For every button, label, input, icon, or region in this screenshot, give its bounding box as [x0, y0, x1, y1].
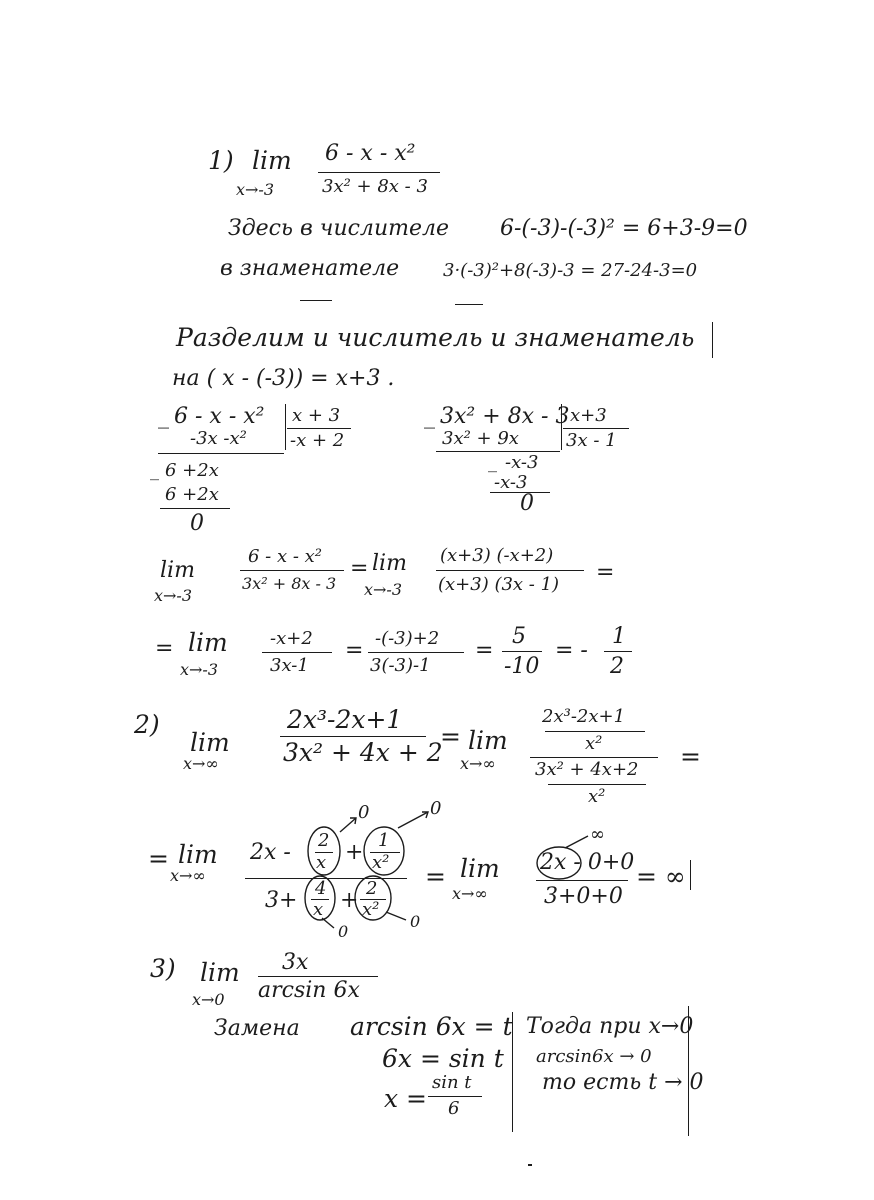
step1-lim-subscript: x→-3 — [154, 586, 193, 605]
numerator-check-calc: 6-(-3)-(-3)² = 6+3-9=0 — [500, 216, 748, 241]
divide-statement-line1: Разделим и числитель и знаменатель — [176, 323, 695, 352]
denominator-check-calc: 3·(-3)²+8(-3)-3 = 27-24-3=0 — [443, 260, 698, 281]
problem-2-inner-denominator: 3x² + 4x+2 — [535, 759, 639, 780]
substitution-eq-3-bar — [428, 1096, 482, 1097]
tends-to-zero-label-3: 0 — [338, 922, 349, 941]
circle-term-2-over-x2 — [355, 876, 391, 920]
problem-2-line2-denominator-start: 3+ — [265, 888, 298, 913]
tends-to-zero-label-2: 0 — [430, 798, 442, 819]
problem-2-line2-lim-subscript: x→∞ — [170, 866, 206, 885]
problem-2-term-1-over-x2-den: x² — [372, 852, 390, 873]
division-a-dividend: 6 - x - x² — [174, 404, 265, 429]
substitution-eq-2: 6x = sin t — [382, 1044, 504, 1073]
division-a-subtrahend-1: -3x -x² — [190, 428, 247, 449]
problem-2-line2-plus-2: + — [340, 888, 359, 913]
divide-statement-line2: на ( x - (-3)) = x+3 . — [172, 366, 395, 391]
problem-1-number: 1) — [208, 146, 234, 175]
step1-equals: = — [350, 556, 369, 581]
step2-denominator: 3x-1 — [270, 655, 309, 676]
substitution-eq-3-denominator: 6 — [448, 1098, 460, 1119]
step1-factored-denominator: (x+3) (3x - 1) — [438, 574, 560, 595]
step1-factored-numerator: (x+3) (-x+2) — [440, 545, 554, 566]
problem-3-fraction-bar — [258, 976, 378, 977]
problem-2-term-2-over-x-den: x — [316, 852, 327, 873]
circle-term-1-over-x2 — [364, 827, 404, 875]
problem-3-numerator: 3x — [282, 950, 309, 975]
arrow-to-zero-3 — [322, 918, 334, 928]
problem-2-term-4-over-x-num: 4 — [315, 878, 327, 899]
problem-2-result: = ∞ — [636, 862, 686, 891]
circle-term-4-over-x — [305, 876, 335, 920]
problem-2-line2-fraction-bar-2 — [536, 880, 628, 881]
substitution-eq-3-numerator: sin t — [432, 1072, 472, 1093]
problem-1-lim: lim — [252, 146, 292, 175]
arrow-to-infinity — [565, 836, 588, 848]
division-a-divisor: x + 3 — [292, 405, 341, 426]
problem-2-lim-2-subscript: x→∞ — [460, 754, 496, 773]
problem-3-lim: lim — [200, 958, 240, 987]
problem-3-lim-subscript: x→0 — [192, 990, 225, 1009]
tends-to-zero-label-4: 0 — [410, 912, 421, 931]
step2-equals-3: = — [475, 638, 494, 663]
problem-2-equals: = — [440, 722, 461, 751]
problem-2-numerator: 2x³-2x+1 — [287, 705, 403, 734]
problem-2-inner-numerator: 2x³-2x+1 — [542, 706, 626, 727]
step2-result-numerator: 1 — [612, 624, 626, 649]
problem-2-line2-lim: lim — [178, 840, 218, 869]
problem-2-term-1-over-x2-num: 1 — [378, 830, 390, 851]
division-b-minus-1: _ — [424, 404, 435, 429]
ink-dot — [528, 1164, 532, 1166]
substitution-eq-3-lhs: x = — [384, 1084, 427, 1113]
problem-2-term-4-over-x-den: x — [313, 899, 324, 920]
problem-2-line2-numerator-2: 2x - 0+0 — [540, 850, 635, 875]
arrow-to-zero-4 — [386, 912, 406, 920]
division-b-minus-2: _ — [488, 452, 497, 473]
problem-2-line2-equals: = — [148, 844, 169, 873]
problem-2-lim-subscript: x→∞ — [183, 754, 219, 773]
step2-equals-2: = — [345, 638, 364, 663]
arrow-to-zero-1 — [340, 818, 356, 832]
step2-numerator: -x+2 — [270, 628, 313, 649]
problem-2-inner-denominator-divisor: x² — [588, 786, 606, 807]
problem-2-lim-2: lim — [468, 726, 508, 755]
infinity-annotation: ∞ — [590, 824, 605, 845]
arrow-to-zero-2 — [398, 812, 428, 828]
step1-lim-2-subscript: x→-3 — [364, 580, 403, 599]
step2-lim: lim — [188, 628, 228, 657]
note-line-2: arcsin6x → 0 — [536, 1046, 652, 1067]
division-a-subtrahend-2: 6 +2x — [165, 484, 219, 505]
problem-2-line2-numerator-start: 2x - — [250, 840, 291, 865]
problem-1-numerator: 6 - x - x² — [325, 141, 416, 166]
step2-lim-subscript: x→-3 — [180, 660, 219, 679]
problem-3-denominator: arcsin 6x — [258, 978, 360, 1003]
division-b-remainder-1: -x-3 — [505, 452, 539, 473]
circle-term-2-over-x — [308, 827, 340, 875]
problem-2-line2-denominator-2: 3+0+0 — [544, 884, 623, 909]
division-b-dividend: 3x² + 8x - 3 — [440, 404, 570, 429]
step2-value-denominator: -10 — [504, 654, 540, 679]
result-end-mark — [690, 860, 691, 890]
note-line-1: Тогда при x→0 — [526, 1014, 694, 1039]
division-b-quotient: 3x - 1 — [566, 430, 617, 451]
step2-equals-4: = - — [555, 638, 588, 663]
step1-denominator: 3x² + 8x - 3 — [242, 574, 337, 593]
problem-2-line2-equals-2: = — [425, 862, 446, 891]
division-b-subtrahend-1: 3x² + 9x — [442, 428, 519, 449]
problem-2-line2-lim-2-subscript: x→∞ — [452, 884, 488, 903]
problem-2-lim: lim — [190, 728, 230, 757]
note-box-left-border — [512, 1012, 513, 1132]
step1-lim: lim — [160, 558, 195, 583]
division-a-quotient: -x + 2 — [290, 430, 345, 451]
division-a-remainder-2: 0 — [190, 511, 204, 536]
step1-equals-2: = — [596, 560, 615, 585]
substitution-eq-1: arcsin 6x = t — [350, 1012, 513, 1041]
division-a-remainder-1: 6 +2x — [165, 460, 219, 481]
problem-2-term-2-over-x-num: 2 — [318, 830, 330, 851]
division-a-minus-1: _ — [158, 404, 169, 429]
problem-2-term-2-over-x2-num: 2 — [366, 878, 378, 899]
problem-3-number: 3) — [150, 954, 176, 983]
problem-2-line2-plus-1: + — [345, 840, 364, 865]
division-a-minus-2: _ — [150, 460, 159, 481]
problem-1-lim-subscript: x→-3 — [236, 180, 275, 199]
problem-1-denominator: 3x² + 8x - 3 — [322, 176, 428, 197]
division-b-subtrahend-2: -x-3 — [494, 472, 528, 493]
step2-result-denominator: 2 — [610, 654, 624, 679]
division-b-divisor: x+3 — [570, 405, 607, 426]
substitution-label: Замена — [214, 1016, 300, 1041]
step1-numerator: 6 - x - x² — [248, 546, 323, 567]
problem-2-number: 2) — [134, 710, 160, 739]
step2-substituted-numerator: -(-3)+2 — [375, 628, 440, 649]
problem-2-denominator: 3x² + 4x + 2 — [283, 738, 443, 767]
problem-2-equals-end: = — [680, 742, 701, 771]
problem-2-term-2-over-x2-den: x² — [362, 899, 380, 920]
numerator-check-label: Здесь в числителе — [228, 216, 450, 241]
denominator-check-label: в знаменателе — [220, 256, 400, 281]
step2-value-numerator: 5 — [512, 624, 526, 649]
tends-to-zero-label-1: 0 — [358, 802, 370, 823]
problem-2-inner-numerator-divisor: x² — [585, 733, 603, 754]
division-b-remainder-2: 0 — [520, 491, 534, 516]
step2-substituted-denominator: 3(-3)-1 — [370, 655, 431, 676]
note-line-3: то есть t → 0 — [542, 1070, 704, 1095]
step1-lim-2: lim — [372, 551, 407, 576]
problem-2-line2-lim-2: lim — [460, 854, 500, 883]
step2-equals: = — [155, 636, 174, 661]
